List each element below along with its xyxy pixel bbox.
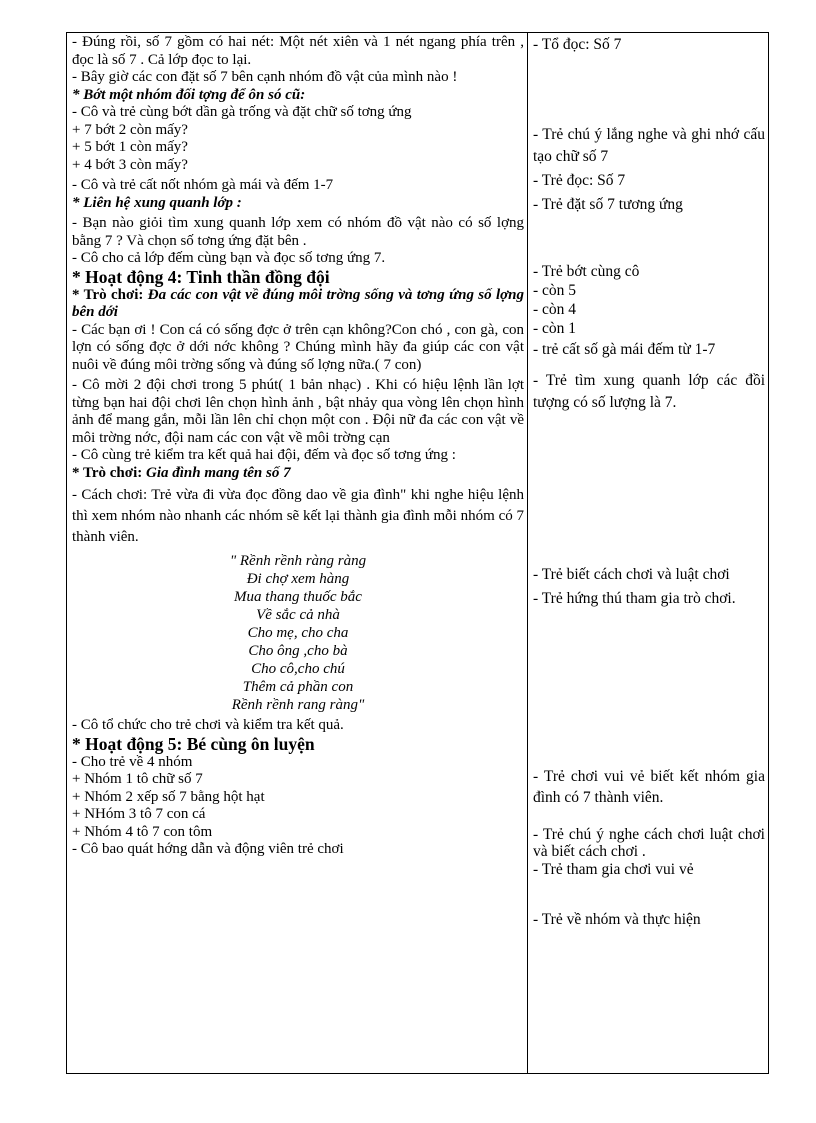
child-note: - trẻ cất số gà mái đếm từ 1-7 bbox=[533, 341, 716, 358]
paragraph: - Cô và trẻ cất nốt nhóm gà mái và đếm 1-7 bbox=[72, 177, 334, 193]
child-note: - còn 4 bbox=[533, 301, 577, 318]
child-note: - Trẻ tham gia chơi vui vẻ bbox=[533, 861, 694, 878]
rhyme-line: Về sắc cả nhà bbox=[256, 607, 340, 623]
section-heading: * Bớt một nhóm đối tợng để ôn só cũ: bbox=[72, 86, 306, 103]
list-item: - Cho trẻ về 4 nhóm bbox=[72, 753, 193, 770]
game-label: * Trò chơi: bbox=[72, 464, 143, 481]
list-item: + 4 bớt 3 còn mấy? bbox=[72, 156, 188, 173]
rhyme-line: " Rềnh rềnh ràng ràng bbox=[229, 553, 367, 569]
rhyme-line: Thêm cả phần con bbox=[242, 679, 354, 695]
activity-heading: * Hoạt động 5: Bé cùng ôn luyện bbox=[72, 733, 315, 754]
child-note: - Trẻ chú ý lắng nghe và ghi nhớ cấu tạo chữ số 7 bbox=[533, 126, 765, 165]
paragraph: - Cô cho cả lớp đếm cùng bạn và đọc số tơng ứng 7. bbox=[72, 250, 386, 266]
child-note: - còn 1 bbox=[533, 320, 577, 337]
list-item: + Nhóm 2 xếp số 7 bằng hột hạt bbox=[72, 788, 265, 805]
child-note: - Trẻ về nhóm và thực hiện bbox=[533, 911, 701, 928]
child-activity-column bbox=[533, 34, 765, 1070]
paragraph: - Cô và trẻ cùng bớt dần gà trống và đặt chữ số tơng ứng bbox=[72, 104, 412, 120]
game-heading bbox=[72, 465, 524, 483]
game-heading bbox=[72, 287, 524, 322]
game-label: * Trò chơi: bbox=[72, 286, 144, 303]
paragraph: - Cô tổ chức cho trẻ chơi và kiểm tra kết quả. bbox=[72, 717, 344, 733]
child-note: - Trẻ biết cách chơi và luật chơi bbox=[533, 566, 730, 583]
rhyme-line: Đi chợ xem hàng bbox=[246, 571, 350, 587]
list-item: + NHóm 3 tô 7 con cá bbox=[72, 806, 206, 822]
section-heading: * Liên hệ xung quanh lớp : bbox=[72, 194, 242, 211]
child-note: - Trẻ tìm xung quanh lớp các đồi tượng có số lượng là 7. bbox=[533, 372, 765, 411]
rhyme-line: Cho mẹ, cho cha bbox=[247, 625, 349, 641]
paragraph: - Bây giờ các con đặt số 7 bên cạnh nhóm đồ vật của mình nào ! bbox=[72, 69, 458, 85]
child-note: - còn 5 bbox=[533, 282, 577, 299]
paragraph: - Bạn nào giỏi tìm xung quanh lớp xem có nhóm đồ vật nào có số lợng bằng 7 ? Và chọn số tơng ứng đặt bên . bbox=[72, 215, 524, 249]
activity-heading: * Hoạt động 4: Tinh thần đồng đội bbox=[72, 266, 330, 287]
paragraph: - Cách chơi: Trẻ vừa đi vừa đọc đồng dao về gia đình" khi nghe hiệu lệnh thì xem nhóm nào nhanh các nhóm sẽ kết lại thành gia đình mỗi nhóm có 7 thành viên. bbox=[72, 487, 524, 545]
rhyme-line: Mua thang thuốc bắc bbox=[234, 589, 362, 605]
child-note: - Trẻ đặt số 7 tương ứng bbox=[533, 196, 683, 213]
teacher-activity-column bbox=[72, 34, 524, 1070]
child-note: - Trẻ chơi vui vẻ biết kết nhóm gia đình có 7 thành viên. bbox=[533, 768, 765, 806]
paragraph: - Cô mời 2 đội chơi trong 5 phút( 1 bản nhạc) . Khi có hiệu lệnh lần lợt từng bạn hai đội chơi lên chọn hình ảnh , bật nhảy qua vòng lên chọn hình ảnh để mang gắn, mỗi lần lên chỉ chọn một con . Đội nữ đa các con vật về môi trờng nớc, đội nam các con vật về môi trờng cạn bbox=[72, 377, 524, 446]
game-title: Gia đình mang tên số 7 bbox=[146, 464, 291, 481]
rhyme-line: Rềnh rềnh rang ràng" bbox=[231, 697, 365, 713]
child-note: - Trẻ đọc: Số 7 bbox=[533, 172, 626, 189]
column-divider bbox=[527, 32, 528, 1074]
child-note: - Tổ đọc: Số 7 bbox=[533, 36, 622, 53]
list-item: + Nhóm 1 tô chữ số 7 bbox=[72, 771, 203, 787]
child-note: - Trẻ chú ý nghe cách chơi luật chơi và biết cách chơi . bbox=[533, 826, 765, 860]
list-item: + 5 bớt 1 còn mấy? bbox=[72, 139, 188, 155]
rhyme-line: Cho ông ,cho bà bbox=[248, 643, 348, 659]
list-item: + 7 bớt 2 còn mấy? bbox=[72, 121, 188, 138]
child-note: - Trẻ bớt cùng cô bbox=[533, 263, 640, 280]
game-title: Đa các con vật về đúng môi trờng sống và tơng ứng số lợng bên dới bbox=[72, 286, 524, 320]
child-note: - Trẻ hứng thú tham gia trò chơi. bbox=[533, 590, 736, 607]
nursery-rhyme bbox=[72, 552, 524, 714]
paragraph: - Các bạn ơi ! Con cá có sống đợc ở trên cạn không?Con chó , con gà, con lợn có sống đợc ở dới nớc không ? Chúng mình hãy đa giúp các con vật nuôi về đúng môi trờng sống và đúng số lợng nữa.( 7 con) bbox=[72, 321, 524, 373]
list-item: - Cô bao quát hớng dẫn và động viên trẻ chơi bbox=[72, 841, 344, 857]
rhyme-line: Cho cô,cho chú bbox=[251, 661, 345, 677]
paragraph: - Đúng rồi, số 7 gồm có hai nét: Một nét xiên và 1 nét ngang phía trên , đọc là số 7 . Cả lớp đọc to lại. bbox=[72, 34, 524, 68]
paragraph: - Cô cùng trẻ kiểm tra kết quả hai đội, đếm và đọc số tơng ứng : bbox=[72, 447, 456, 463]
list-item: + Nhóm 4 tô 7 con tôm bbox=[72, 823, 213, 840]
